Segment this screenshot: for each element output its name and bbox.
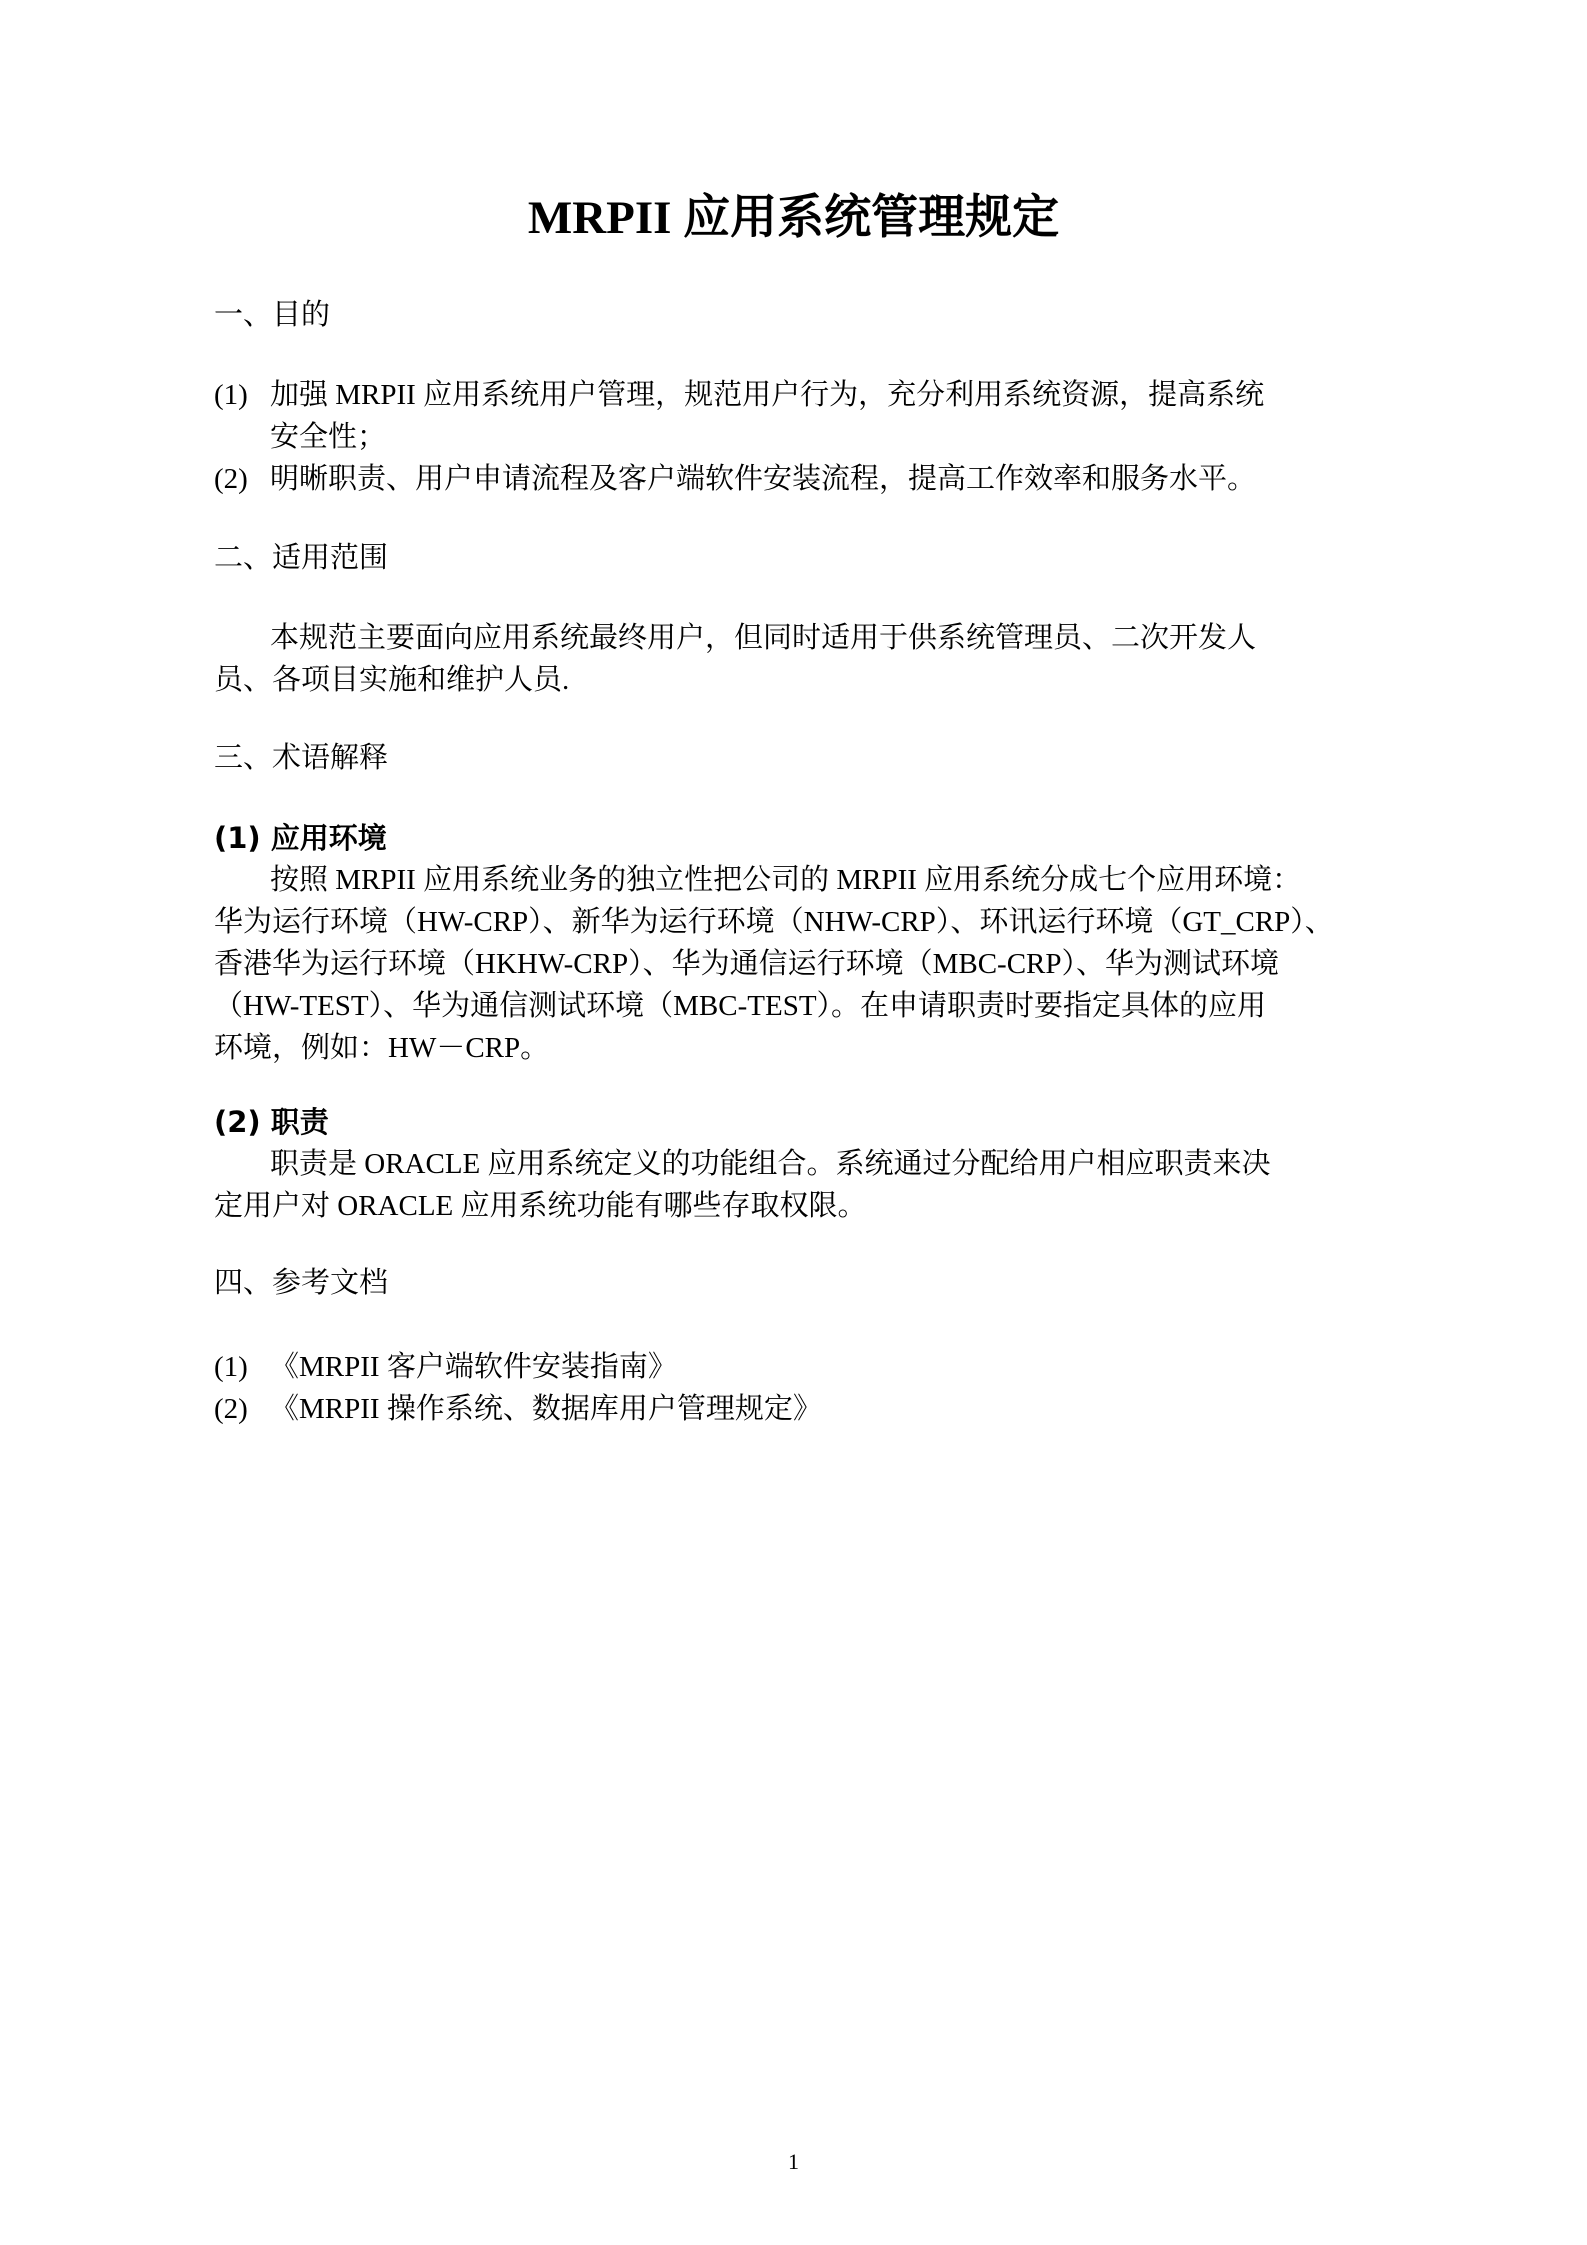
reference-title: 《MRPII 操作系统、数据库用户管理规定》 (270, 1393, 822, 1425)
list-item-text: 明晰职责、用户申请流程及客户端软件安装流程，提高工作效率和服务水平。 (270, 463, 1257, 495)
paragraph-line: （HW-TEST）、华为通信测试环境（MBC-TEST）。在申请职责时要指定具体的应用 (214, 990, 1267, 1022)
list-item-number: (1) (214, 379, 248, 411)
list-item (214, 375, 1264, 415)
list-item-number: (1) (214, 1351, 248, 1383)
paragraph-line: 职责是 ORACLE 应用系统定义的功能组合。系统通过分配给用户相应职责来决 (270, 1148, 1271, 1180)
paragraph-line: 香港华为运行环境（HKHW-CRP）、华为通信运行环境（MBC-CRP）、华为测试环境 (214, 948, 1280, 980)
section-heading-purpose: 一、目的 (214, 299, 331, 331)
reference-title: 《MRPII 客户端软件安装指南》 (270, 1351, 677, 1383)
paragraph-line: 定用户对 ORACLE 应用系统功能有哪些存取权限。 (214, 1190, 867, 1222)
reference-item (214, 1389, 822, 1429)
paragraph-line: 华为运行环境（HW-CRP）、新华为运行环境（NHW-CRP）、环讯运行环境（GT_CRP）、 (214, 906, 1334, 938)
paragraph-line: 员、各项目实施和维护人员. (214, 664, 570, 696)
section-heading-references: 四、参考文档 (214, 1267, 389, 1299)
subsection-heading-environment: (1) 应用环境 (214, 821, 387, 855)
page-number: 1 (788, 2149, 799, 2174)
subsection-heading-responsibility: (2) 职责 (214, 1105, 329, 1139)
list-item-number: (2) (214, 463, 248, 495)
section-heading-scope: 二、适用范围 (214, 542, 389, 574)
section-heading-terms: 三、术语解释 (214, 742, 389, 774)
list-item (214, 459, 1256, 499)
document-title: MRPII 应用系统管理规定 (527, 192, 1060, 244)
list-item-continuation: 安全性； (270, 421, 387, 453)
paragraph-line: 本规范主要面向应用系统最终用户，但同时适用于供系统管理员、二次开发人 (270, 622, 1257, 654)
reference-item (214, 1347, 677, 1387)
paragraph-line: 按照 MRPII 应用系统业务的独立性把公司的 MRPII 应用系统分成七个应用环境： (270, 864, 1302, 896)
paragraph-line: 环境，例如：HW－CRP。 (214, 1032, 550, 1064)
list-item-number: (2) (214, 1393, 248, 1425)
list-item-text: 加强 MRPII 应用系统用户管理，规范用户行为，充分利用系统资源，提高系统 (270, 379, 1265, 411)
